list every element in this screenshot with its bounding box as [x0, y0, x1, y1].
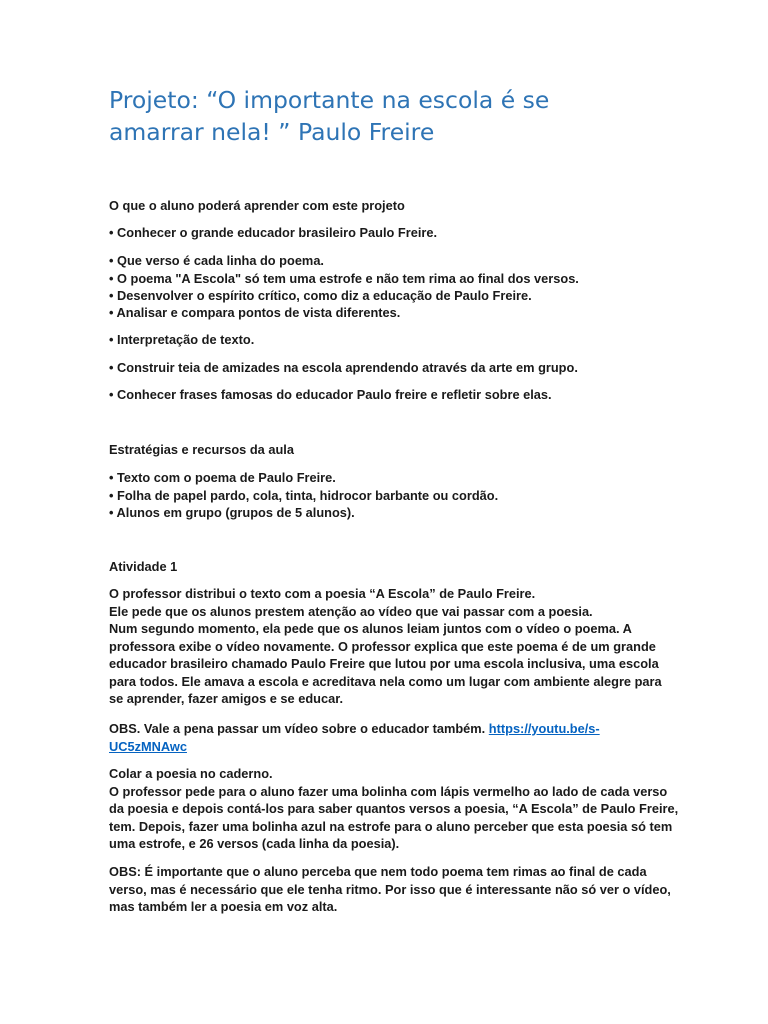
learn-item: • Construir teia de amizades na escola aprendendo através da arte em grupo.	[109, 360, 578, 375]
text-line: uma estrofe, e 26 versos (cada linha da poesia).	[109, 836, 400, 851]
title-line-2: amarrar nela! ” Paulo Freire	[109, 118, 435, 146]
text-line: verso, mas é necessário que ele tenha ritmo. Por isso que é interessante não só ver o vídeo,	[109, 881, 671, 897]
title-line-1: Projeto: “O importante na escola é se	[109, 86, 550, 114]
text-line: O professor distribui o texto com a poesia “A Escola” de Paulo Freire.	[109, 586, 536, 601]
video-link[interactable]: https://youtu.be/s-	[488, 721, 600, 736]
text-line: professora exibe o vídeo novamente. O professor explica que este poema é de um grande	[109, 638, 656, 654]
text-line: educador brasileiro chamado Paulo Freire que lutou por uma escola inclusiva, uma escola	[109, 656, 659, 671]
text-line	[109, 720, 600, 738]
strategies-heading: Estratégias e recursos da aula	[109, 442, 294, 457]
learn-item: • Conhecer frases famosas do educador Paulo freire e refletir sobre elas.	[109, 387, 552, 402]
learn-item: • Desenvolver o espírito crítico, como diz a educação de Paulo Freire.	[109, 288, 532, 303]
text-line: para todos. Ele amava a escola e acreditava nela como um lugar com ambiente alegre para	[109, 673, 662, 689]
text-line: OBS: É importante que o aluno perceba que nem todo poema tem rimas ao final de cada	[109, 864, 647, 879]
text-line: tem. Depois, fazer uma bolinha azul na estrofe para o aluno perceber que esta poesia só tem	[109, 818, 673, 834]
text-line: O professor pede para o aluno fazer uma bolinha com lápis vermelho ao lado de cada verso	[109, 783, 668, 799]
text-line: Num segundo momento, ela pede que os alunos leiam juntos com o vídeo o poema. A	[109, 621, 632, 636]
strategies-item: • Texto com o poema de Paulo Freire.	[109, 470, 336, 485]
activity-heading: Atividade 1	[109, 559, 178, 574]
text-line: Colar a poesia no caderno.	[109, 766, 273, 781]
strategies-item: • Alunos em grupo (grupos de 5 alunos).	[109, 505, 355, 520]
learn-heading: O que o aluno poderá aprender com este projeto	[109, 198, 405, 213]
learn-item: • O poema "A Escola" só tem uma estrofe e não tem rima ao final dos versos.	[109, 270, 579, 286]
text-line	[109, 738, 600, 756]
text-line: Ele pede que os alunos prestem atenção ao vídeo que vai passar com a poesia.	[109, 603, 593, 619]
video-link-continued[interactable]: UC5zMNAwc	[109, 738, 187, 754]
text-line: da poesia e depois contá-los para saber quantos versos a poesia, “A Escola” de Paulo Freire,	[109, 801, 679, 816]
obs-text: OBS. Vale a pena passar um vídeo sobre o educador também.	[109, 721, 489, 736]
activity-paragraph-1	[109, 585, 662, 708]
learn-item: • Que verso é cada linha do poema.	[109, 253, 324, 268]
text-line: mas também ler a poesia em voz alta.	[109, 899, 338, 914]
text-line: se aprender, fazer amigos e se educar.	[109, 691, 344, 706]
learn-item: • Conhecer o grande educador brasileiro Paulo Freire.	[109, 225, 438, 240]
activity-paragraph-2	[109, 765, 678, 853]
obs-video-note	[109, 720, 600, 755]
obs-rhythm-note	[109, 863, 671, 916]
learn-item: • Analisar e compara pontos de vista diferentes.	[109, 305, 401, 320]
learn-item: • Interpretação de texto.	[109, 332, 255, 347]
strategies-item: • Folha de papel pardo, cola, tinta, hidrocor barbante ou cordão.	[109, 487, 499, 503]
page-title	[109, 84, 649, 148]
